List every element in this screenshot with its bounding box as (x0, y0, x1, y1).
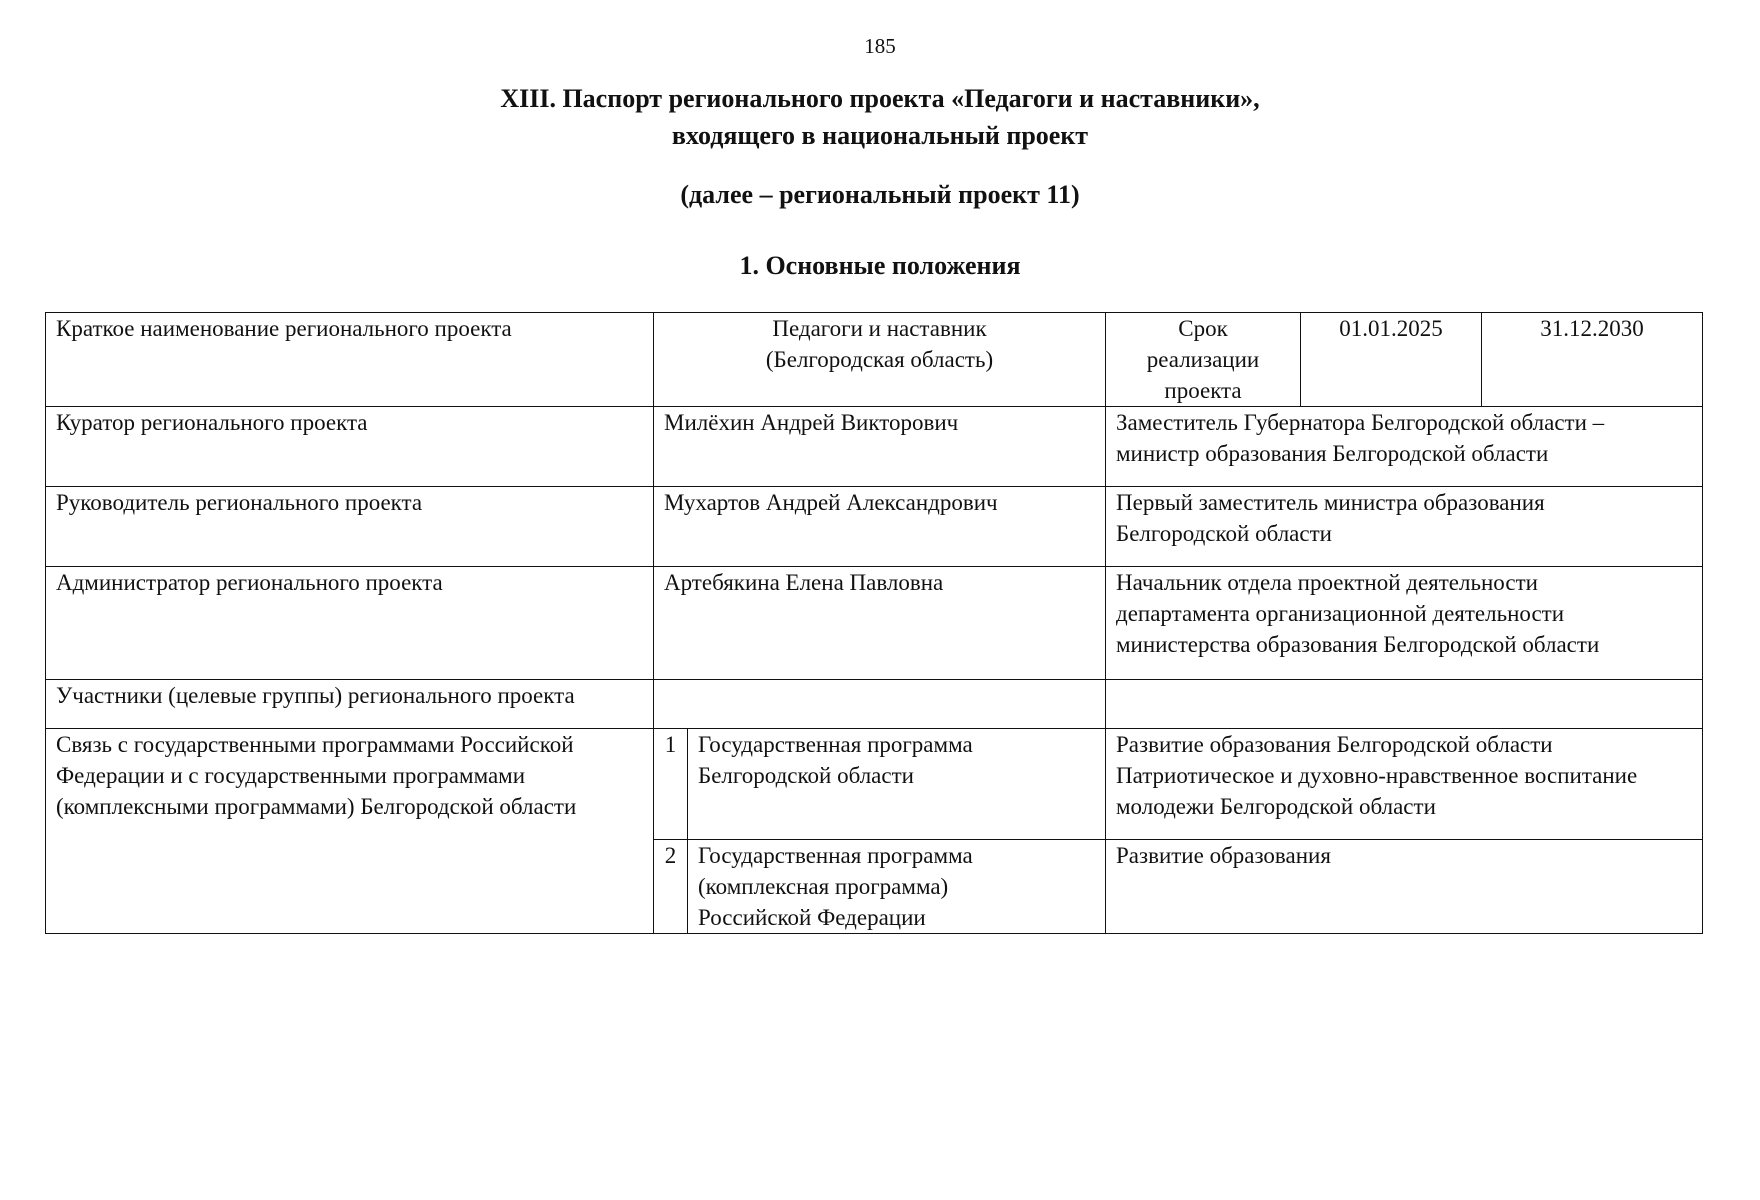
participants-value (654, 680, 1106, 729)
admin-name: Артебякина Елена Павловна (654, 567, 1106, 680)
table-row-short-name (46, 313, 1703, 407)
end-date: 31.12.2030 (1482, 313, 1703, 407)
curator-name: Милёхин Андрей Викторович (654, 407, 1106, 487)
program-type: Государственная программа (комплексная программа) Российской Федерации (688, 840, 1106, 934)
title-line-2: входящего в национальный проект (671, 121, 1089, 150)
admin-position: Начальник отдела проектной деятельности департамента организационной деятельности министерства образования Белгородской области (1106, 567, 1703, 680)
head-position: Первый заместитель министра образования Белгородской области (1106, 487, 1703, 567)
table-row-participants (46, 680, 1703, 729)
table-row-admin (46, 567, 1703, 680)
title-line-3: (далее – региональный проект 11) (680, 180, 1080, 209)
curator-label: Куратор регионального проекта (46, 407, 654, 487)
short-name-label: Краткое наименование регионального проекта (46, 313, 654, 407)
table-row-program-1 (46, 729, 1703, 840)
participants-label: Участники (целевые группы) регионального проекта (46, 680, 654, 729)
table-row-head (46, 487, 1703, 567)
page-number: 185 (864, 34, 896, 58)
head-label: Руководитель регионального проекта (46, 487, 654, 567)
programs-label: Связь с государственными программами Российской Федерации и с государственными программами (комплексными программами) Белгородской области (46, 729, 654, 934)
program-name: Развитие образования (1106, 840, 1703, 934)
program-name: Развитие образования Белгородской области Патриотическое и духовно-нравственное воспитание молодежи Белгородской области (1106, 729, 1703, 840)
table-row-curator (46, 407, 1703, 487)
program-type: Государственная программа Белгородской области (688, 729, 1106, 840)
start-date: 01.01.2025 (1301, 313, 1482, 407)
term-label: Срок реализации проекта (1106, 313, 1301, 407)
program-number: 2 (654, 840, 688, 934)
title-line-1: XIII. Паспорт регионального проекта «Педагоги и наставники», (500, 84, 1260, 113)
curator-position: Заместитель Губернатора Белгородской области – министр образования Белгородской области (1106, 407, 1703, 487)
document-title (0, 80, 1760, 154)
short-name-value: Педагоги и наставник (Белгородская область) (654, 313, 1106, 407)
head-name: Мухартов Андрей Александрович (654, 487, 1106, 567)
admin-label: Администратор регионального проекта (46, 567, 654, 680)
program-number: 1 (654, 729, 688, 840)
section-heading: 1. Основные положения (739, 251, 1021, 280)
participants-extra (1106, 680, 1703, 729)
project-passport-table (45, 312, 1703, 934)
